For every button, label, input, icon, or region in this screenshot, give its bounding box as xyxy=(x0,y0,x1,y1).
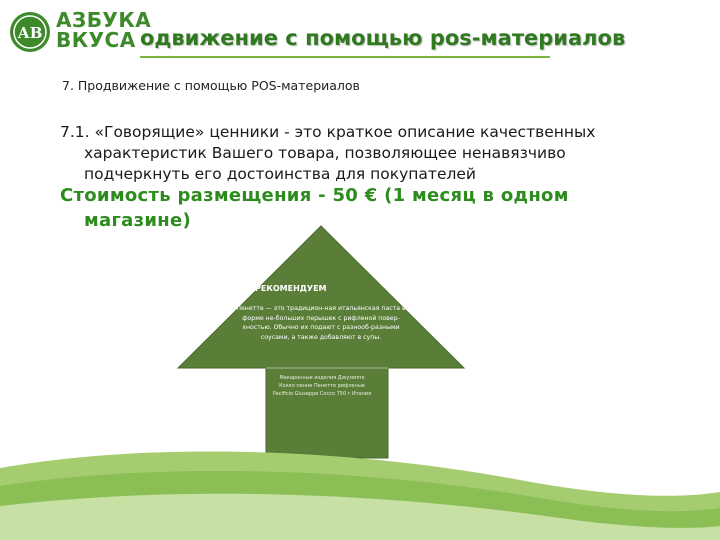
arrow-card-description: Пенетте — это традицион-ная итальянская паста в форме не-больших перышек с рифленой повер-хностью. Обычно их подают с разнооб-разными соусами, а также добавляют в супы. xyxy=(236,305,406,341)
price-statement: Стоимость размещения - 50 € (1 месяц в одном магазине) xyxy=(60,185,569,231)
slide-title: одвижение с помощью pos-материалов xyxy=(140,26,626,50)
arrow-card-product: Макаронные изделия Джузеппе Кокко пенне Пенетте рифленые Pacificio Giuseppe Cocco 750 г Италия xyxy=(272,375,372,398)
arrow-card-heading: РЕКОМЕНДУЕМ xyxy=(255,284,327,293)
logo-mark-letters: АВ xyxy=(17,24,43,42)
title-underline xyxy=(140,56,550,58)
logo-line-2: ВКУСА xyxy=(56,28,136,52)
brand-logo xyxy=(8,10,158,54)
logo-wordmark xyxy=(56,10,151,50)
decorative-bottom-wave xyxy=(0,440,720,540)
section-subtitle: 7. Продвижение с помощью POS-материалов xyxy=(62,78,360,93)
logo-line-1: АЗБУКА xyxy=(56,8,152,32)
body-paragraph: 7.1. «Говорящие» ценники - это краткое описание качественных характеристик Вашего товара, позволяющее ненавязчиво подчеркнуть его достоинства для покупателей xyxy=(60,123,596,183)
logo-mark-icon xyxy=(8,10,52,54)
